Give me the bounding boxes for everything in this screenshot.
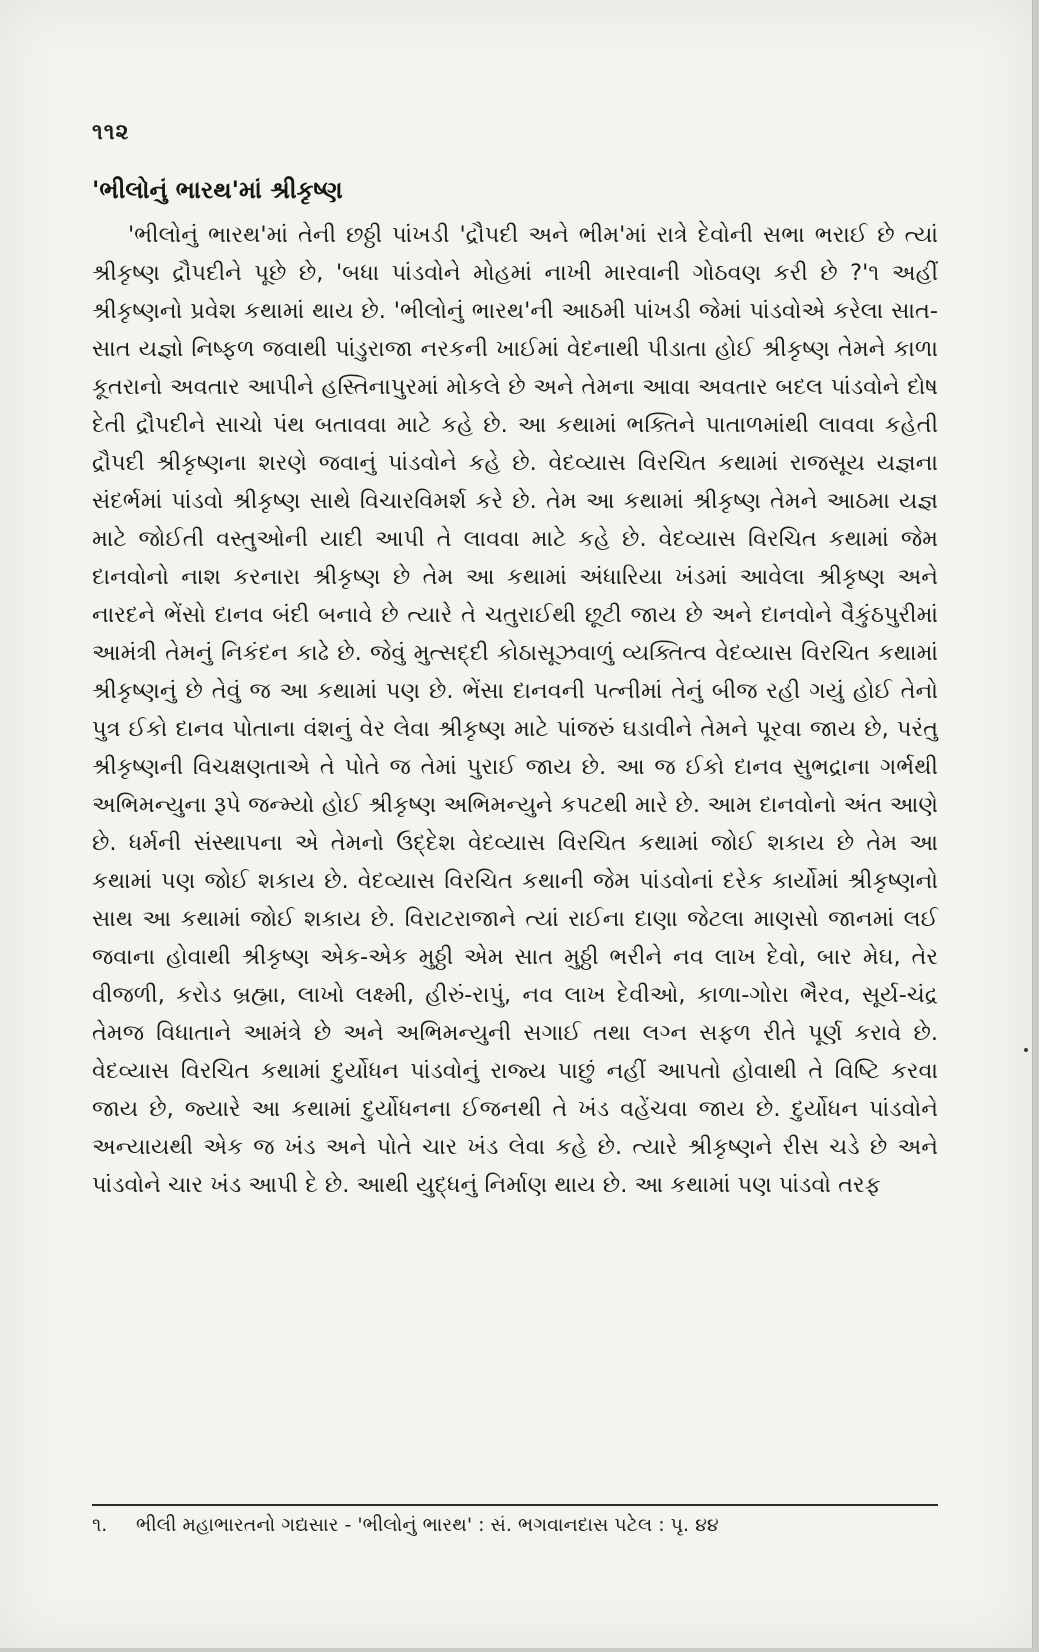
section-heading: 'ભીલોનું ભારથ'માં શ્રીકૃષ્ણ: [92, 176, 343, 204]
footnote: [92, 1510, 938, 1540]
margin-speck: [1024, 1048, 1028, 1052]
body-paragraph: 'ભીલોનું ભારથ'માં તેની છઠ્ઠી પાંખડી 'દ્રૌપદી અને ભીમ'માં રાત્રે દેવોની સભા ભરાઈ છે ત્યાં શ્રીકૃષ્ણ દ્રૌપદીને પૂછે છે, 'બધા પાંડવોને મોહમાં નાખી મારવાની ગોઠવણ કરી છે ?'૧ અહીં શ્રીકૃષ્ણનો પ્રવેશ કથામાં થાય છે. 'ભીલોનું ભારથ'ની આઠમી પાંખડી જેમાં પાંડવોએ કરેલા સાત-સાત યજ્ઞો નિષ્ફળ જવાથી પાંડુરાજા નરકની ખાઈમાં વેદનાથી પીડાતા હોઈ શ્રીકૃષ્ણ તેમને કાળા કૂતરાનો અવતાર આપીને હસ્તિનાપુરમાં મોકલે છે અને તેમના આવા અવતાર બદલ પાંડવોને દોષ દેતી દ્રૌપદીને સાચો પંથ બતાવવા માટે કહે છે. આ કથામાં ભક્તિને પાતાળમાંથી લાવવા કહેતી દ્રૌપદી શ્રીકૃષ્ણના શરણે જવાનું પાંડવોને કહે છે. વેદવ્યાસ વિરચિત કથામાં રાજસૂય યજ્ઞના સંદર્ભમાં પાંડવો શ્રીકૃષ્ણ સાથે વિચારવિમર્શ કરે છે. તેમ આ કથામાં શ્રીકૃષ્ણ તેમને આઠમા યજ્ઞ માટે જોઈતી વસ્તુઓની યાદી આપી તે લાવવા માટે કહે છે. વેદવ્યાસ વિરચિત કથામાં જેમ દાનવોનો નાશ કરનારા શ્રીકૃષ્ણ છે તેમ આ કથામાં અંધારિયા ખંડમાં આવેલા શ્રીકૃષ્ણ અને નારદને ભેંસો દાનવ બંદી બનાવે છે ત્યારે તે ચતુરાઈથી છૂટી જાય છે અને દાનવોને વૈકુંઠપુરીમાં આમંત્રી તેમનું નિકંદન કાઢે છે. જેવું મુત્સદ્દી કોઠાસૂઝવાળું વ્યક્તિત્વ વેદવ્યાસ વિરચિત કથામાં શ્રીકૃષ્ણનું છે તેવું જ આ કથામાં પણ છે. ભેંસા દાનવની પત્નીમાં તેનું બીજ રહી ગયું હોઈ તેનો પુત્ર ઈકો દાનવ પોતાના વંશનું વેર લેવા શ્રીકૃષ્ણ માટે પાંજરું ઘડાવીને તેમને પૂરવા જાય છે, પરંતુ શ્રીકૃષ્ણની વિચક્ષણતાએ તે પોતે જ તેમાં પુરાઈ જાય છે. આ જ ઈકો દાનવ સુભદ્રાના ગર્ભથી અભિમન્યુના રૂપે જન્મ્યો હોઈ શ્રીકૃષ્ણ અભિમન્યુને કપટથી મારે છે. આમ દાનવોનો અંત આણે છે. ધર્મની સંસ્થાપના એ તેમનો ઉદ્દેશ વેદવ્યાસ વિરચિત કથામાં જોઈ શકાય છે તેમ આ કથામાં પણ જોઈ શકાય છે. વેદવ્યાસ વિરચિત કથાની જેમ પાંડવોનાં દરેક કાર્યોમાં શ્રીકૃષ્ણનો સાથ આ કથામાં જોઈ શકાય છે. વિરાટરાજાને ત્યાં રાઈના દાણા જેટલા માણસો જાનમાં લઈ જવાના હોવાથી શ્રીકૃષ્ણ એક-એક મુઠ્ઠી એમ સાત મુઠ્ઠી ભરીને નવ લાખ દેવો, બાર મેઘ, તેર વીજળી, કરોડ બ્રહ્મા, લાખો લક્ષ્મી, હીરું-રાપું, નવ લાખ દેવીઓ, કાળા-ગોરા ભૈરવ, સૂર્ય-ચંદ્ર તેમજ વિધાતાને આમંત્રે છે અને અભિમન્યુની સગાઈ તથા લગ્ન સફળ રીતે પૂર્ણ કરાવે છે. વેદવ્યાસ વિરચિત કથામાં દુર્યોધન પાંડવોનું રાજ્ય પાછું નહીં આપતો હોવાથી તે વિષ્ટિ કરવા જાય છે, જ્યારે આ કથામાં દુર્યોધનના ઈજનથી તે ખંડ વહેંચવા જાય છે. દુર્યોધન પાંડવોને અન્યાયથી એક જ ખંડ અને પોતે ચાર ખંડ લેવા કહે છે. ત્યારે શ્રીકૃષ્ણને રીસ ચડે છે અને પાંડવોને ચાર ખંડ આપી દે છે. આથી યુદ્ધનું નિર્માણ થાય છે. આ કથામાં પણ પાંડવો તરફ: [92, 222, 938, 1198]
footnote-text: ભીલી મહાભારતનો ગદ્યસાર - 'ભીલોનું ભારથ' : સં. ભગવાનદાસ પટેલ : પૃ. ૪૪: [136, 1514, 719, 1536]
footnote-divider: [92, 1504, 938, 1506]
body-text: [92, 216, 938, 1204]
footnote-marker: ૧.: [92, 1514, 108, 1536]
page-number: ૧૧૨: [92, 120, 130, 145]
